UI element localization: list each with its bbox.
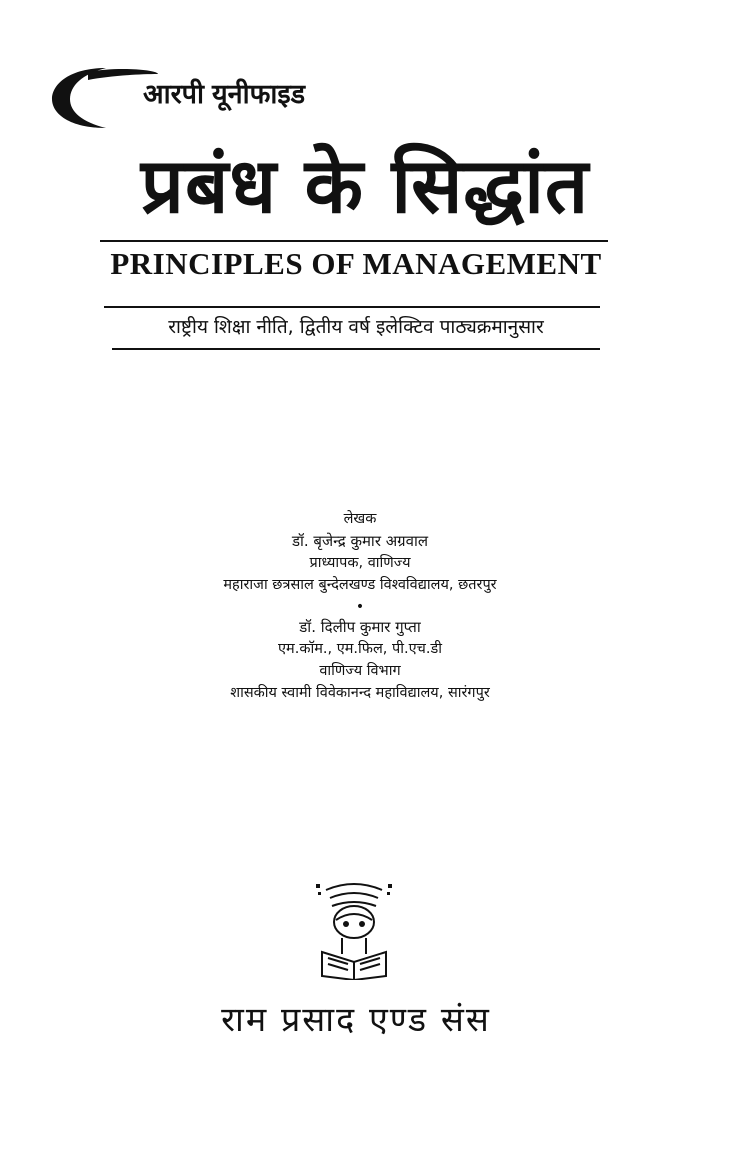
subtitle: राष्ट्रीय शिक्षा नीति, द्वितीय वर्ष इलेक्टिव पाठ्यक्रमानुसार: [168, 316, 544, 338]
author2-department: वाणिज्य विभाग: [319, 663, 401, 679]
crescent-logo-icon: [48, 62, 158, 132]
divider-bottom: [112, 348, 600, 350]
author1-designation: प्राध्यापक, वाणिज्य: [309, 555, 411, 571]
author2-name: डॉ. दिलीप कुमार गुप्ता: [299, 618, 421, 636]
publisher-name: राम प्रसाद एण्ड संस: [221, 1000, 491, 1040]
author-label: लेखक: [343, 511, 377, 527]
series-logo: [48, 62, 348, 132]
author1-institution: महाराजा छत्रसाल बुन्देलखण्ड विश्वविद्यालय, छतरपुर: [223, 577, 497, 593]
title-hindi: प्रबंध के सिद्धांत: [140, 141, 590, 230]
author2-institution: शासकीय स्वामी विवेकानन्द महाविद्यालय, सारंगपुर: [230, 685, 490, 701]
title-english: PRINCIPLES OF MANAGEMENT: [110, 246, 602, 281]
series-brand: आरपी: [143, 79, 204, 110]
separator-dot: •: [355, 599, 365, 615]
author2-qualifications: एम.कॉम., एम.फिल, पी.एच.डी: [278, 641, 442, 657]
series-name: यूनीफाइड: [211, 79, 306, 110]
author1-name: डॉ. बृजेन्द्र कुमार अग्रवाल: [291, 532, 429, 550]
divider-middle: [104, 306, 600, 308]
publisher-emblem-icon: [312, 880, 396, 980]
divider-top: [100, 240, 608, 242]
credits-block: [150, 508, 570, 704]
